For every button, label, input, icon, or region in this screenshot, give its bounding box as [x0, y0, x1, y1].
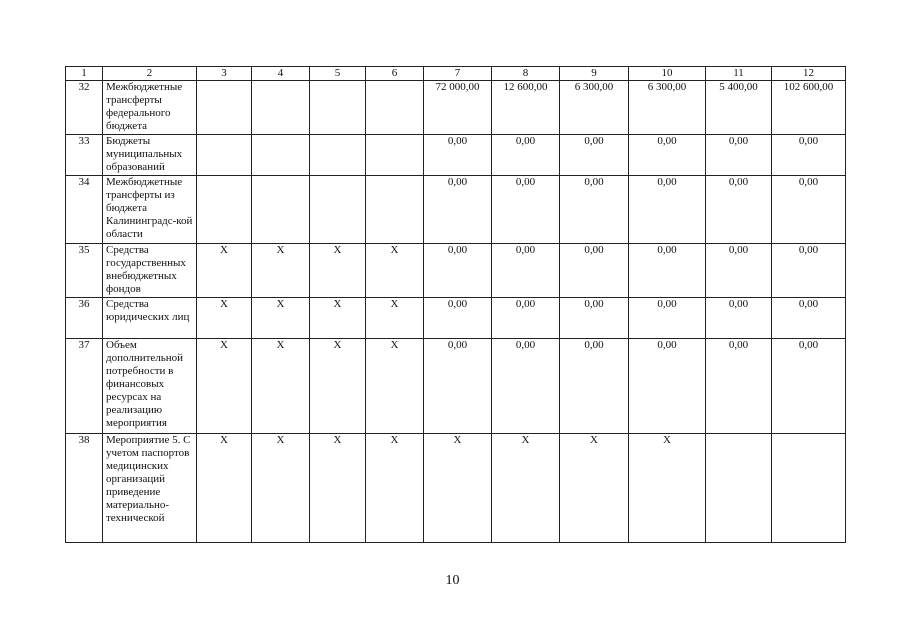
row-name-cell: Межбюджетные трансферты федерального бюджета [103, 81, 197, 135]
value-cell [706, 434, 772, 543]
header-cell: 12 [772, 67, 846, 81]
value-cell: 0,00 [629, 244, 706, 298]
value-cell: 0,00 [492, 176, 560, 244]
value-cell: 0,00 [706, 244, 772, 298]
value-cell: Х [310, 339, 366, 434]
value-cell [252, 135, 310, 176]
value-cell: Х [366, 434, 424, 543]
value-cell: 102 600,00 [772, 81, 846, 135]
row-number-cell: 36 [66, 298, 103, 339]
value-cell: 0,00 [629, 298, 706, 339]
value-cell: Х [310, 244, 366, 298]
value-cell: Х [197, 298, 252, 339]
value-cell: Х [197, 434, 252, 543]
row-number-cell: 34 [66, 176, 103, 244]
value-cell: 0,00 [492, 135, 560, 176]
value-cell: 0,00 [772, 298, 846, 339]
row-name-cell: Межбюджетные трансферты из бюджета Калининградс-кой области [103, 176, 197, 244]
value-cell: 0,00 [560, 135, 629, 176]
header-cell: 5 [310, 67, 366, 81]
value-cell: Х [366, 298, 424, 339]
value-cell: 0,00 [492, 244, 560, 298]
value-cell [197, 176, 252, 244]
header-cell: 4 [252, 67, 310, 81]
value-cell: Х [366, 244, 424, 298]
value-cell: 0,00 [706, 298, 772, 339]
row-number-cell: 32 [66, 81, 103, 135]
value-cell [197, 81, 252, 135]
table-row [66, 434, 846, 543]
row-name-cell: Средства государственных внебюджетных фондов [103, 244, 197, 298]
value-cell [252, 176, 310, 244]
value-cell [197, 135, 252, 176]
value-cell: 0,00 [560, 176, 629, 244]
value-cell: 0,00 [772, 339, 846, 434]
row-number-cell: 33 [66, 135, 103, 176]
header-cell: 2 [103, 67, 197, 81]
table-row [66, 135, 846, 176]
value-cell: Х [197, 339, 252, 434]
value-cell: 5 400,00 [706, 81, 772, 135]
row-name-cell: Бюджеты муниципальных образований [103, 135, 197, 176]
value-cell [366, 176, 424, 244]
value-cell: Х [197, 244, 252, 298]
value-cell: Х [252, 339, 310, 434]
header-cell: 11 [706, 67, 772, 81]
value-cell [772, 434, 846, 543]
value-cell: Х [629, 434, 706, 543]
row-name-cell: Мероприятие 5. С учетом паспортов медицинских организаций приведение материально-технической [103, 434, 197, 543]
header-cell: 6 [366, 67, 424, 81]
value-cell: 0,00 [706, 176, 772, 244]
header-row [66, 67, 846, 81]
value-cell: 0,00 [424, 298, 492, 339]
value-cell: 0,00 [629, 176, 706, 244]
header-cell: 1 [66, 67, 103, 81]
value-cell: 72 000,00 [424, 81, 492, 135]
header-cell: 3 [197, 67, 252, 81]
value-cell [310, 81, 366, 135]
value-cell: 0,00 [560, 244, 629, 298]
value-cell: 0,00 [492, 339, 560, 434]
value-cell: 0,00 [560, 298, 629, 339]
row-number-cell: 35 [66, 244, 103, 298]
table-row [66, 339, 846, 434]
value-cell: 6 300,00 [629, 81, 706, 135]
value-cell [310, 176, 366, 244]
value-cell: Х [310, 434, 366, 543]
value-cell: 0,00 [629, 339, 706, 434]
value-cell: Х [252, 244, 310, 298]
value-cell: Х [424, 434, 492, 543]
value-cell: 0,00 [706, 135, 772, 176]
row-name-cell: Средства юридических лиц [103, 298, 197, 339]
value-cell: 12 600,00 [492, 81, 560, 135]
row-name-cell: Объем дополнительной потребности в финансовых ресурсах на реализацию мероприятия [103, 339, 197, 434]
value-cell [366, 135, 424, 176]
row-number-cell: 38 [66, 434, 103, 543]
table-row [66, 244, 846, 298]
value-cell: Х [560, 434, 629, 543]
value-cell [310, 135, 366, 176]
value-cell: Х [310, 298, 366, 339]
value-cell: Х [492, 434, 560, 543]
value-cell [366, 81, 424, 135]
value-cell: Х [366, 339, 424, 434]
value-cell: 0,00 [424, 339, 492, 434]
header-cell: 10 [629, 67, 706, 81]
value-cell: Х [252, 298, 310, 339]
table-row [66, 81, 846, 135]
value-cell: 0,00 [424, 244, 492, 298]
value-cell: 0,00 [629, 135, 706, 176]
value-cell: 6 300,00 [560, 81, 629, 135]
table-row [66, 298, 846, 339]
header-cell: 8 [492, 67, 560, 81]
value-cell: 0,00 [492, 298, 560, 339]
table-row [66, 176, 846, 244]
header-cell: 7 [424, 67, 492, 81]
value-cell: 0,00 [706, 339, 772, 434]
value-cell: 0,00 [560, 339, 629, 434]
value-cell: 0,00 [772, 176, 846, 244]
budget-table [65, 66, 846, 543]
value-cell: 0,00 [772, 244, 846, 298]
value-cell: 0,00 [424, 135, 492, 176]
header-cell: 9 [560, 67, 629, 81]
row-number-cell: 37 [66, 339, 103, 434]
value-cell: 0,00 [424, 176, 492, 244]
page-number: 10 [445, 573, 460, 588]
value-cell: Х [252, 434, 310, 543]
value-cell [252, 81, 310, 135]
value-cell: 0,00 [772, 135, 846, 176]
